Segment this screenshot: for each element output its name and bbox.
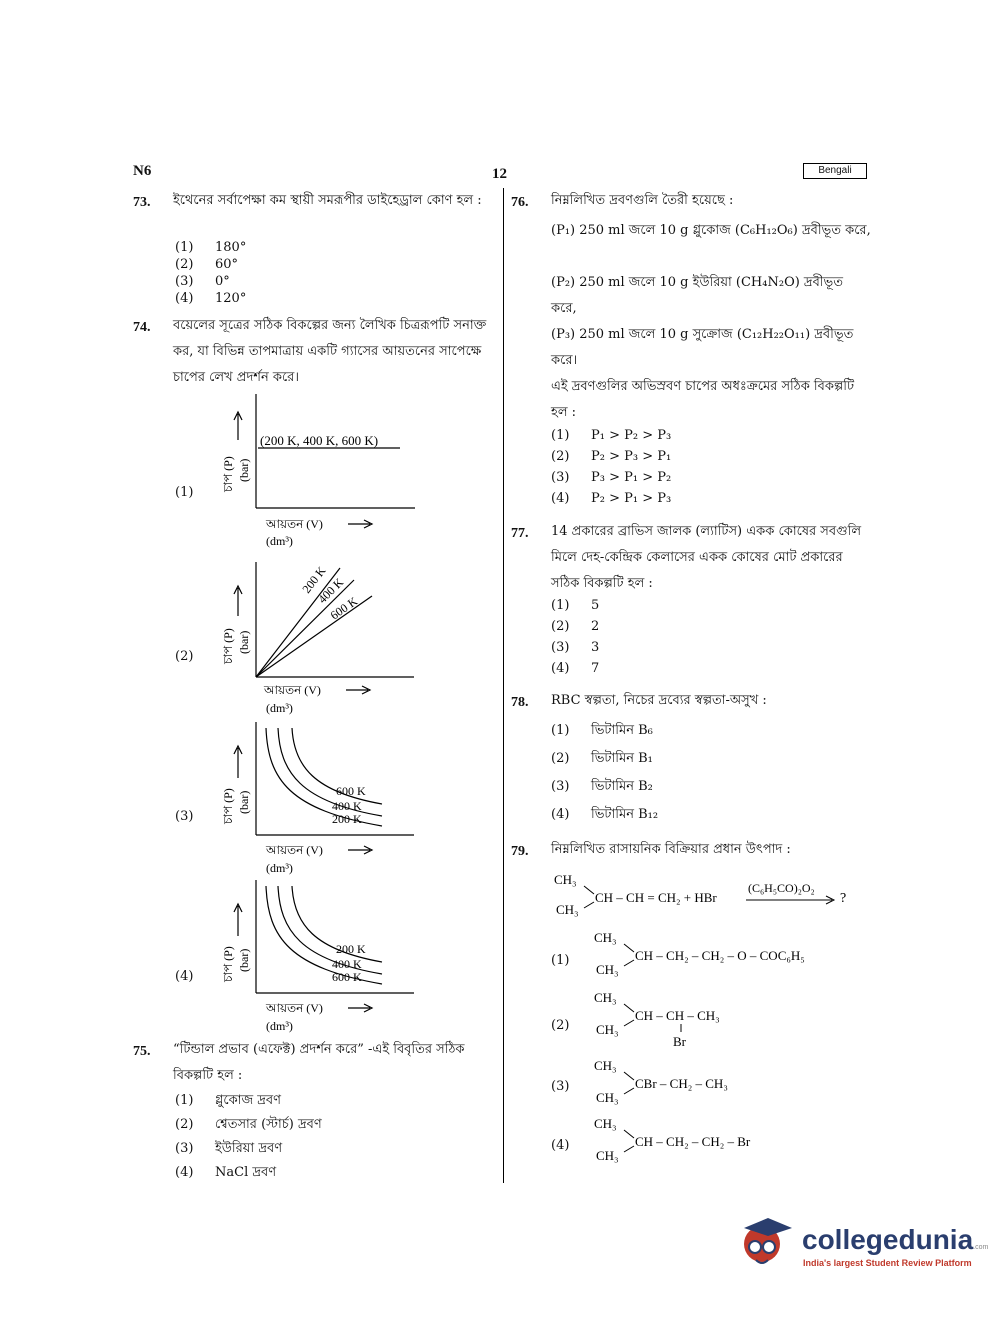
watermark-tagline: India's largest Student Review Platform bbox=[803, 1258, 972, 1268]
isotherm-label-400k: 400 K bbox=[332, 957, 362, 971]
reaction-arrow bbox=[746, 896, 834, 904]
structure-chain: CBr – CH₂ – CH₃ bbox=[635, 1076, 728, 1091]
isotherm-label-600k: 600 K bbox=[336, 784, 366, 798]
option[interactable] bbox=[551, 660, 599, 678]
option-number[interactable]: (4) bbox=[551, 1138, 570, 1153]
graph-option-number-1[interactable]: (1) bbox=[175, 485, 194, 500]
option-number: (4) bbox=[551, 661, 570, 676]
option[interactable] bbox=[175, 290, 246, 308]
reaction-chain: CH – CH = CH₂ + HBr bbox=[595, 890, 717, 905]
question-number-73: 73. bbox=[133, 195, 151, 210]
option-text: গ্লুকোজ দ্রবণ bbox=[215, 1093, 282, 1108]
option[interactable] bbox=[551, 490, 671, 508]
reaction-branch-top: CH₃ bbox=[554, 872, 577, 887]
y-axis-label: চাপ (P) bbox=[221, 456, 235, 492]
option-number: (1) bbox=[551, 723, 570, 738]
graph-option-number-2[interactable]: (2) bbox=[175, 649, 194, 664]
option-number: (3) bbox=[551, 779, 570, 794]
question-text-73: ইথেনের সর্বাপেক্ষা কম স্থায়ী সমরূপীর ডাইহেড্রাল কোণ হল : bbox=[173, 193, 482, 208]
option-number: (3) bbox=[551, 470, 570, 485]
question-number-74: 74. bbox=[133, 320, 151, 335]
bond-bottom bbox=[624, 1020, 634, 1026]
option-number: (4) bbox=[551, 807, 570, 822]
isotherm-200k bbox=[266, 886, 382, 984]
x-axis-arrow bbox=[348, 1004, 372, 1012]
branch-top: CH₃ bbox=[594, 1116, 617, 1131]
option-text: 5 bbox=[591, 598, 600, 613]
x-axis-arrow bbox=[348, 520, 372, 528]
option-text: ভিটামিন B₆ bbox=[591, 723, 653, 738]
x-axis-unit: (dm³) bbox=[266, 701, 293, 715]
y-axis-unit: (bar) bbox=[237, 458, 251, 482]
isotherm-label-200k: 200 K bbox=[336, 942, 366, 956]
graph-option-4 bbox=[210, 878, 420, 1038]
option[interactable] bbox=[551, 448, 671, 466]
graph-option-number-4[interactable]: (4) bbox=[175, 969, 194, 984]
page-code: N6 bbox=[133, 163, 152, 179]
option[interactable] bbox=[175, 1116, 322, 1134]
branch-bottom: CH₃ bbox=[596, 1148, 619, 1163]
option-text: 2 bbox=[591, 619, 600, 634]
option[interactable] bbox=[175, 1140, 282, 1158]
option-number: (2) bbox=[551, 619, 570, 634]
isotherm-label-400k: 400 K bbox=[332, 799, 362, 813]
bond-top bbox=[584, 886, 594, 894]
option[interactable] bbox=[551, 639, 599, 657]
option[interactable] bbox=[551, 469, 671, 487]
option-number[interactable]: (1) bbox=[551, 953, 570, 968]
x-axis-arrow bbox=[348, 846, 372, 854]
bond-top bbox=[624, 944, 634, 952]
question-text-78: RBC স্বল্পতা, নিচের দ্রব্যের স্বল্পতা-অসুখ : bbox=[551, 693, 767, 708]
option[interactable] bbox=[175, 1164, 276, 1182]
option[interactable] bbox=[175, 256, 238, 274]
solution-p2: (P₂) 250 ml জলে 10 g ইউরিয়া (CH₄N₂O) দ্রবীভূত করে, bbox=[551, 275, 843, 316]
option-text: P₂ > P₃ > P₁ bbox=[591, 449, 672, 464]
structure-option-2 bbox=[592, 986, 872, 1052]
option[interactable] bbox=[551, 427, 671, 445]
graph-option-2 bbox=[210, 560, 420, 720]
column-divider bbox=[503, 188, 504, 1183]
substituent-br: Br bbox=[673, 1034, 686, 1049]
option-number: (4) bbox=[175, 1165, 194, 1180]
structure-chain: CH – CH – CH₃ bbox=[635, 1008, 720, 1023]
y-axis-arrow bbox=[234, 746, 242, 778]
option[interactable] bbox=[175, 1092, 281, 1110]
y-axis-unit: (bar) bbox=[237, 790, 251, 814]
isotherm-label-200k: 200 K bbox=[299, 563, 329, 596]
y-axis-arrow bbox=[234, 412, 242, 440]
option-number: (2) bbox=[551, 751, 570, 766]
bond-bottom bbox=[624, 1146, 634, 1152]
glasses-left bbox=[749, 1241, 761, 1253]
structure-option-3 bbox=[592, 1054, 872, 1110]
option-number: (3) bbox=[175, 1141, 194, 1156]
question-text-75: “টিন্ডাল প্রভাব (এফেক্ট) প্রদর্শন করে” -এই বিবৃতির সঠিক বিকল্পটি হল : bbox=[173, 1042, 465, 1083]
bond-bottom bbox=[624, 1088, 634, 1094]
graph-option-number-3[interactable]: (3) bbox=[175, 809, 194, 824]
option-number: (1) bbox=[551, 428, 570, 443]
question-number-78: 78. bbox=[511, 695, 529, 710]
x-axis-unit: (dm³) bbox=[266, 534, 293, 548]
isotherm-400k bbox=[256, 580, 354, 677]
y-axis-unit: (bar) bbox=[237, 630, 251, 654]
option-number: (1) bbox=[175, 240, 194, 255]
bond-top bbox=[624, 1130, 634, 1138]
option-text: 180° bbox=[215, 240, 247, 255]
bond-bottom bbox=[584, 902, 594, 908]
option-text: NaCl দ্রবণ bbox=[215, 1165, 277, 1180]
y-axis-unit: (bar) bbox=[237, 948, 251, 972]
option[interactable] bbox=[551, 806, 658, 824]
option-text: P₂ > P₁ > P₃ bbox=[591, 491, 672, 506]
question-text-76: নিম্নলিখিত দ্রবণগুলি তৈরী হয়েছে : bbox=[551, 193, 734, 208]
brand-tld: .com bbox=[973, 1244, 989, 1251]
option-number: (2) bbox=[175, 1117, 194, 1132]
isotherm-label-400k: 400 K bbox=[315, 575, 347, 607]
option-number[interactable]: (2) bbox=[551, 1018, 570, 1033]
y-axis-arrow bbox=[234, 904, 242, 936]
option-text: 7 bbox=[591, 661, 600, 676]
option-number: (4) bbox=[175, 291, 194, 306]
option-text: ভিটামিন B₁ bbox=[591, 751, 653, 766]
question-number-75: 75. bbox=[133, 1044, 151, 1059]
option-number[interactable]: (3) bbox=[551, 1079, 570, 1094]
structure-option-4 bbox=[592, 1112, 872, 1168]
isotherm-label: (200 K, 400 K, 600 K) bbox=[260, 433, 379, 448]
brand-name: collegedunia bbox=[802, 1224, 974, 1255]
branch-bottom: CH₃ bbox=[596, 1022, 619, 1037]
option-text: P₃ > P₁ > P₂ bbox=[591, 470, 672, 485]
question-text-77: 14 প্রকারের ব্রাভিস জালক (ল্যাটিস) একক কোষের সবগুলি মিলে দেহ-কেন্দ্রিক কেলাসের একক কোষের মোট প্রকারের সঠিক বিকল্পটি হল : bbox=[551, 524, 862, 591]
question-text-79: নিম্নলিখিত রাসায়নিক বিক্রিয়ার প্রধান উৎপাদ : bbox=[551, 842, 791, 857]
question-number-79: 79. bbox=[511, 844, 529, 859]
isotherm-label-200k: 200 K bbox=[332, 812, 362, 826]
x-axis-label: আয়তন (V) bbox=[264, 683, 321, 697]
y-axis-label: চাপ (P) bbox=[221, 946, 235, 982]
branch-top: CH₃ bbox=[594, 930, 617, 945]
reaction-equation bbox=[552, 866, 872, 922]
x-axis-unit: (dm³) bbox=[266, 1019, 293, 1033]
graph-option-1 bbox=[210, 392, 420, 552]
y-axis-label: চাপ (P) bbox=[221, 628, 235, 664]
bond-top bbox=[624, 1004, 634, 1012]
language-badge: Bengali bbox=[803, 163, 867, 179]
x-axis-arrow bbox=[346, 686, 370, 694]
bond-top bbox=[624, 1072, 634, 1080]
option-text: ইউরিয়া দ্রবণ bbox=[215, 1141, 283, 1156]
option[interactable] bbox=[551, 618, 599, 636]
structure-chain: CH – CH₂ – CH₂ – O – COC₆H₅ bbox=[635, 948, 805, 963]
watermark-brand bbox=[802, 1224, 988, 1256]
x-axis-unit: (dm³) bbox=[266, 861, 293, 875]
option-text: P₁ > P₂ > P₃ bbox=[591, 428, 672, 443]
option-number: (1) bbox=[551, 598, 570, 613]
option[interactable] bbox=[175, 273, 230, 291]
isotherm-label-600k: 600 K bbox=[332, 970, 362, 984]
question-text-74: বয়েলের সূত্রের সঠিক বিকল্পের জন্য লৈখিক চিত্ররূপটি সনাক্ত কর, যা বিভিন্ন তাপমাত্রায় একটি গ্যাসের আয়তনের সাপেক্ষে চাপের লেখ প্রদর্শন করে। bbox=[173, 318, 487, 385]
x-axis-label: আয়তন (V) bbox=[266, 517, 323, 531]
bond-bottom bbox=[624, 960, 634, 966]
option-text: শ্বেতসার (স্টার্চ) দ্রবণ bbox=[215, 1117, 322, 1132]
structure-option-1 bbox=[592, 926, 872, 982]
isotherm-200k bbox=[266, 728, 382, 826]
option-text: ভিটামিন B₁₂ bbox=[591, 807, 659, 822]
page-number: 12 bbox=[492, 166, 507, 182]
isotherm-label-600k: 600 K bbox=[327, 593, 361, 623]
option[interactable] bbox=[175, 239, 246, 257]
solution-p1: (P₁) 250 ml জলে 10 g গ্লুকোজ (C₆H₁₂O₆) দ্রবীভূত করে, bbox=[551, 223, 871, 238]
graph-option-3 bbox=[210, 720, 420, 880]
x-axis-label: আয়তন (V) bbox=[266, 843, 323, 857]
reaction-product: ? bbox=[840, 891, 847, 906]
option-number: (4) bbox=[551, 491, 570, 506]
option-number: (2) bbox=[551, 449, 570, 464]
glasses-right bbox=[763, 1241, 775, 1253]
question-number-76: 76. bbox=[511, 195, 529, 210]
branch-bottom: CH₃ bbox=[596, 962, 619, 977]
option-number: (3) bbox=[551, 640, 570, 655]
option-number: (3) bbox=[175, 274, 194, 289]
option[interactable] bbox=[551, 778, 653, 796]
option-number: (2) bbox=[175, 257, 194, 272]
y-axis-label: চাপ (P) bbox=[221, 788, 235, 824]
option[interactable] bbox=[551, 750, 653, 768]
option-number: (1) bbox=[175, 1093, 194, 1108]
option-text: 60° bbox=[215, 257, 239, 272]
solution-p3: (P₃) 250 ml জলে 10 g সুক্রোজ (C₁₂H₂₂O₁₁) দ্রবীভূত করে। bbox=[551, 327, 854, 368]
option-text: 3 bbox=[591, 640, 600, 655]
option[interactable] bbox=[551, 722, 653, 740]
reaction-reagent: (C₆H₅CO)₂O₂ bbox=[748, 881, 815, 895]
branch-top: CH₃ bbox=[594, 990, 617, 1005]
branch-top: CH₃ bbox=[594, 1058, 617, 1073]
option-text: ভিটামিন B₂ bbox=[591, 779, 653, 794]
option-text: 0° bbox=[215, 274, 230, 289]
question-subtext-76: এই দ্রবণগুলির অভিস্রবণ চাপের অধঃক্রমের সঠিক বিকল্পটি হল : bbox=[551, 379, 855, 420]
structure-chain: CH – CH₂ – CH₂ – Br bbox=[635, 1134, 751, 1149]
option-text: 120° bbox=[215, 291, 247, 306]
y-axis-arrow bbox=[234, 586, 242, 616]
x-axis-label: আয়তন (V) bbox=[266, 1001, 323, 1015]
branch-bottom: CH₃ bbox=[596, 1090, 619, 1105]
question-number-77: 77. bbox=[511, 526, 529, 541]
reaction-branch-bottom: CH₃ bbox=[556, 902, 579, 917]
option[interactable] bbox=[551, 597, 599, 615]
